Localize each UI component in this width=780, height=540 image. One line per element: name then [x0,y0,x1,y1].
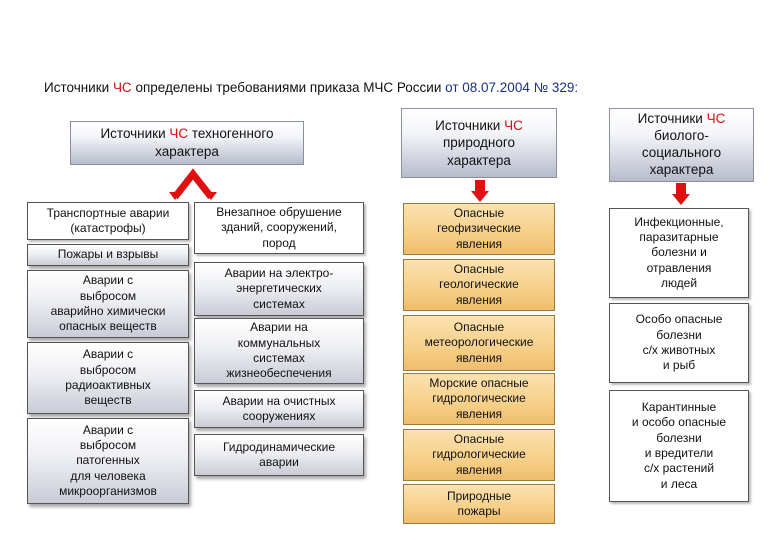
bio-item-plants: Карантинные и особо опасные болезни и вредители с/х растений и леса [609,390,749,502]
header-biosocial-line4: характера [649,161,714,177]
header-technogenic-line1: Источники ЧС техногенного [100,126,274,142]
tech-item-pathogenic: Аварии с выбросом патогенных для человека микроорганизмов [27,418,189,504]
down-arrow-icon [471,180,489,202]
title-part2: определены требованиями приказа МЧС России [131,80,446,95]
tech-item-transport: Транспортные аварии (катастрофы) [27,202,189,240]
title-date: от 08.07.2004 № 329: [445,80,579,95]
bio-item-infectious: Инфекционные, паразитарные болезни и отравления людей [609,208,749,298]
header-natural-line3: характера [447,152,511,168]
tech-item-utility: Аварии на коммунальных системах жизнеобеспечения [194,318,364,384]
tech-item-collapse: Внезапное обрушение зданий, сооружений, пород [194,202,364,254]
header-biosocial-line1: Источники ЧС [637,111,726,127]
natural-item-wildfires: Природные пожары [403,484,555,524]
tech-item-chemical: Аварии с выбросом аварийно химически опасных веществ [27,270,189,338]
page-title [44,80,764,95]
tech-item-treatment: Аварии на очистных сооружениях [194,390,364,428]
natural-item-geological: Опасные геологические явления [403,259,555,311]
down-arrow-icon [672,183,690,205]
natural-item-hydrological: Опасные гидрологические явления [403,429,555,481]
natural-item-geophysical: Опасные геофизические явления [403,203,555,255]
tech-item-radioactive: Аварии с выбросом радиоактивных веществ [27,342,189,414]
split-arrow-icon [168,166,218,200]
tech-item-fires: Пожары и взрывы [27,244,189,266]
bio-item-animals: Особо опасные болезни с/х животных и рыб [609,303,749,383]
header-biosocial-line3: социального [641,145,722,160]
header-biosocial-line2: биолого- [654,128,709,144]
header-technogenic [70,121,304,165]
header-natural-line1: Источники ЧС [435,117,523,133]
tech-item-power: Аварии на электро- энергетических системах [194,262,364,316]
header-biosocial [609,108,754,182]
natural-item-meteorological: Опасные метеорологические явления [403,315,555,371]
tech-item-hydrodynamic: Гидродинамические аварии [194,434,364,476]
natural-item-marine: Морские опасные гидрологические явления [403,373,555,425]
title-part1: Источники [44,80,113,95]
header-technogenic-line2: характера [155,144,219,159]
title-cs: ЧС [112,80,132,95]
header-natural-line2: природного [442,135,516,151]
header-natural [401,108,557,178]
